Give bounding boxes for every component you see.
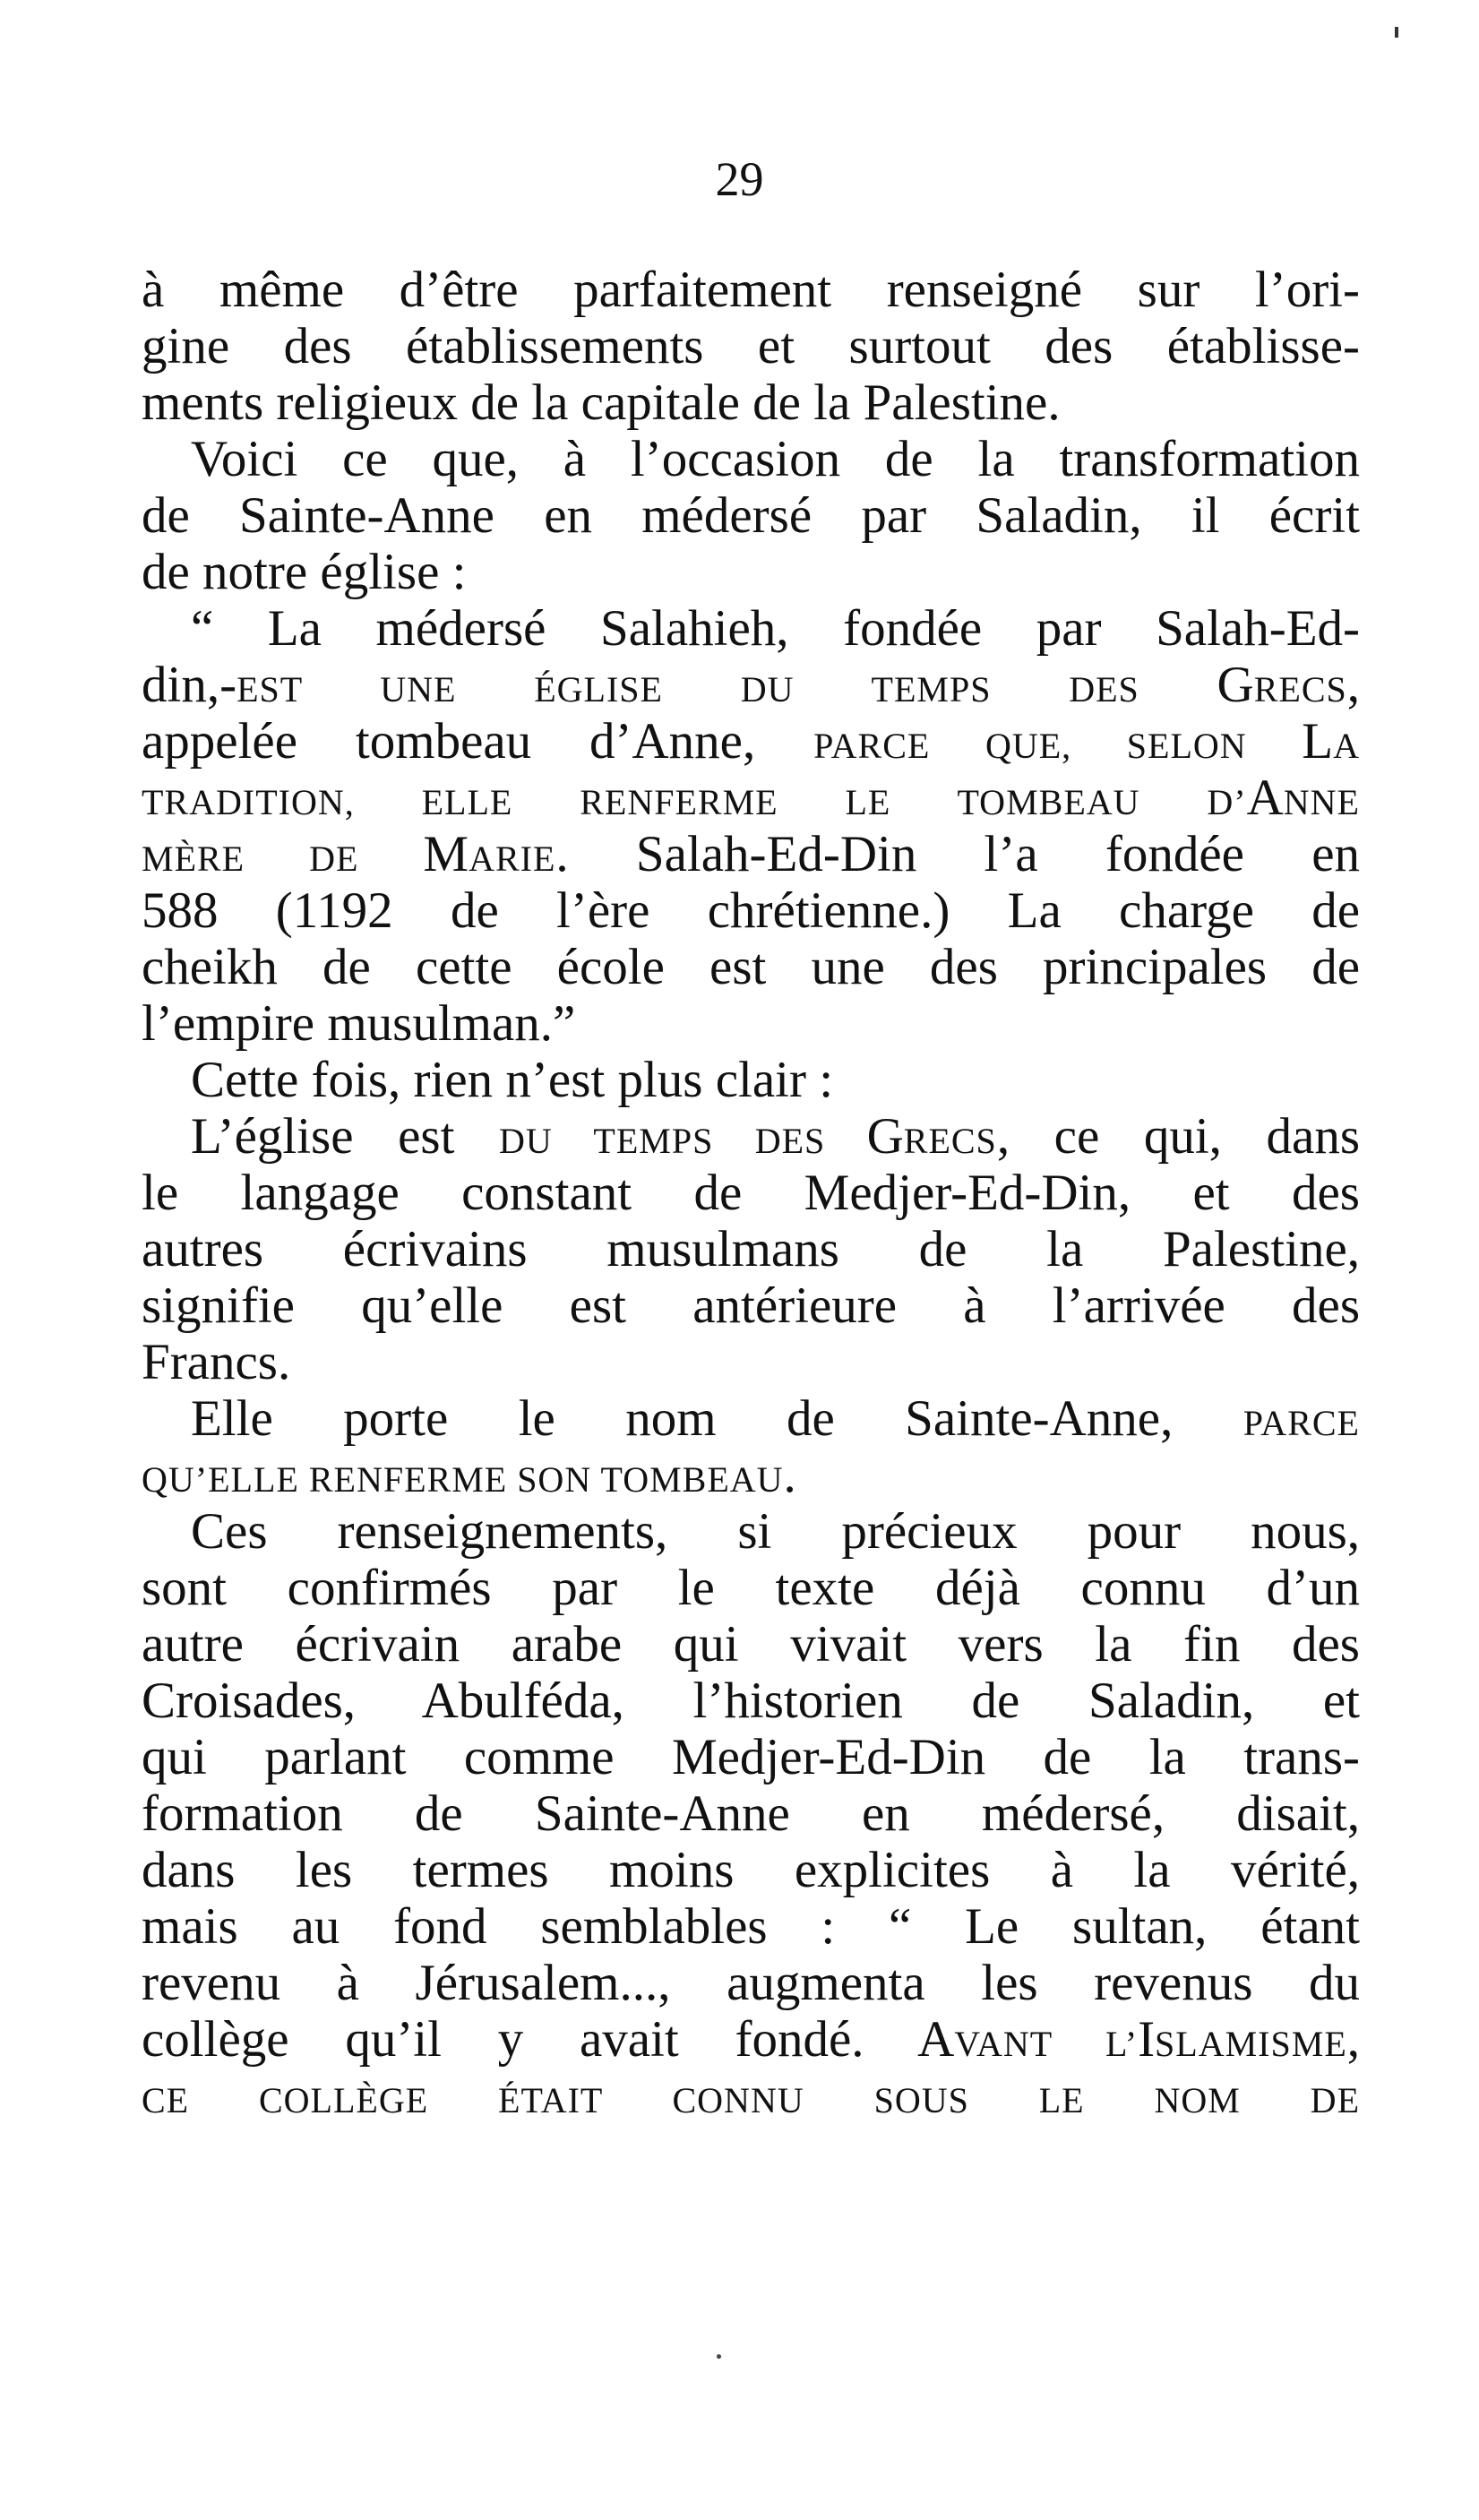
text-line [142,1108,1360,1165]
text-segment: A [917,2011,955,2068]
text-segment: , [1346,657,1360,713]
text-segment: L’église est [191,1108,500,1165]
text-segment: qui parlant comme Medjer-Ed-Din de la trans- [142,1729,1360,1785]
text-line [142,770,1360,826]
small-caps-text: CE COLLÈGE ÉTAIT CONNU SOUS LE NOM DE [142,2080,1360,2120]
text-line [142,1165,1360,1221]
text-line [142,826,1360,882]
text-segment: de Sainte-Anne en médersé par Saladin, il écrit [142,487,1360,544]
text-line [142,374,1360,431]
text-segment: , ce qui, dans [996,1108,1360,1165]
small-caps-text: RECS [903,1121,997,1161]
text-segment: G [866,1108,904,1165]
small-caps-text: DU TEMPS DES [499,1121,867,1161]
text-line [142,939,1360,995]
text-segment: Voici ce que, à l’occasion de la transformation [191,431,1360,487]
small-caps-text: PARCE QUE, SELON [813,726,1303,766]
text-line [142,1898,1360,1955]
text-line [142,1277,1360,1334]
text-line [142,544,1360,600]
text-segment: 588 (1192 de l’ère chrétienne.) La charge de [142,882,1360,939]
text-line [142,431,1360,487]
text-segment: signifie qu’elle est antérieure à l’arrivée des [142,1277,1360,1334]
text-segment: mais au fond semblables : “ Le sultan, étant [142,1898,1360,1955]
page-number: 29 [715,152,764,206]
text-line [142,1842,1360,1898]
text-line [142,318,1360,374]
text-line [142,1673,1360,1729]
text-line [142,262,1360,318]
text-segment: A [1246,770,1284,826]
text-line [142,1221,1360,1277]
text-segment: . [783,1447,796,1503]
text-segment: de notre église : [142,544,467,600]
small-caps-text: TRADITION, ELLE RENFERME LE TOMBEAU D’ [142,782,1247,822]
small-caps-text: NNE [1283,782,1360,822]
text-segment: din,- [142,657,237,713]
small-caps-text: SLAMISME [1155,2024,1347,2064]
text-line [142,1503,1360,1560]
text-line [142,1955,1360,2011]
text-line [142,1390,1360,1447]
text-segment: Elle porte le nom de Sainte-Anne, [191,1390,1243,1447]
text-segment: “ La médersé Salahieh, fondée par Salah-Ed- [191,600,1360,657]
text-segment: à même d’être parfaitement renseigné sur l’ori- [142,262,1360,318]
text-segment: gine des établissements et surtout des établisse- [142,318,1360,374]
text-segment: L [1302,713,1334,770]
text-line [142,1560,1360,1616]
text-segment: M [423,826,469,882]
text-segment: formation de Sainte-Anne en médersé, disait, [142,1785,1360,1842]
text-line [142,1052,1360,1108]
stray-ink-mark [1395,27,1398,38]
text-segment: G [1217,657,1254,713]
text-segment: revenu à Jérusalem..., augmenta les revenus du [142,1955,1360,2011]
text-segment: dans les termes moins explicites à la vérité, [142,1842,1360,1898]
small-caps-text: RECS [1253,669,1347,710]
text-segment: , [1346,2011,1360,2068]
small-caps-text: MÈRE DE [142,839,424,879]
text-segment: sont confirmés par le texte déjà connu d’un [142,1560,1360,1616]
text-segment: Croisades, Abulféda, l’historien de Saladin, et [142,1673,1360,1729]
text-segment: le langage constant de Medjer-Ed-Din, et des [142,1165,1360,1221]
text-line [142,2068,1360,2124]
text-segment: autre écrivain arabe qui vivait vers la fin des [142,1616,1360,1673]
small-caps-text: ARIE [469,839,556,879]
text-line [142,2011,1360,2068]
text-line [142,1616,1360,1673]
small-caps-text: EST UNE ÉGLISE DU TEMPS DES [236,669,1217,710]
text-segment: . Salah-Ed-Din l’a fondée en [555,826,1360,882]
text-segment: Francs. [142,1334,291,1390]
text-line [142,1447,1360,1503]
text-line [142,487,1360,544]
text-segment: autres écrivains musulmans de la Palestine, [142,1221,1360,1277]
text-line [142,713,1360,770]
small-caps-text: A [1333,726,1360,766]
small-caps-text: QU’ELLE RENFERME SON TOMBEAU [142,1459,784,1500]
text-line [142,882,1360,939]
text-line [142,657,1360,713]
text-line [142,1334,1360,1390]
body-text [142,262,1360,2124]
text-line [142,995,1360,1052]
text-segment: ments religieux de la capitale de la Palestine. [142,374,1061,431]
small-caps-text: PARCE [1243,1403,1360,1443]
text-segment: l’empire musulman.” [142,995,576,1052]
text-segment: Cette fois, rien n’est plus clair : [191,1052,834,1108]
text-line [142,1729,1360,1785]
small-caps-text: VANT L’ [954,2024,1139,2064]
text-segment: appelée tombeau d’Anne, [142,713,814,770]
text-segment: Ces renseignements, si précieux pour nous, [191,1503,1360,1560]
stray-ink-dot [717,2354,721,2359]
text-segment: I [1138,2011,1156,2068]
text-line [142,1785,1360,1842]
text-line [142,600,1360,657]
text-segment: collège qu’il y avait fondé. [142,2011,918,2068]
text-segment: cheikh de cette école est une des principales de [142,939,1360,995]
